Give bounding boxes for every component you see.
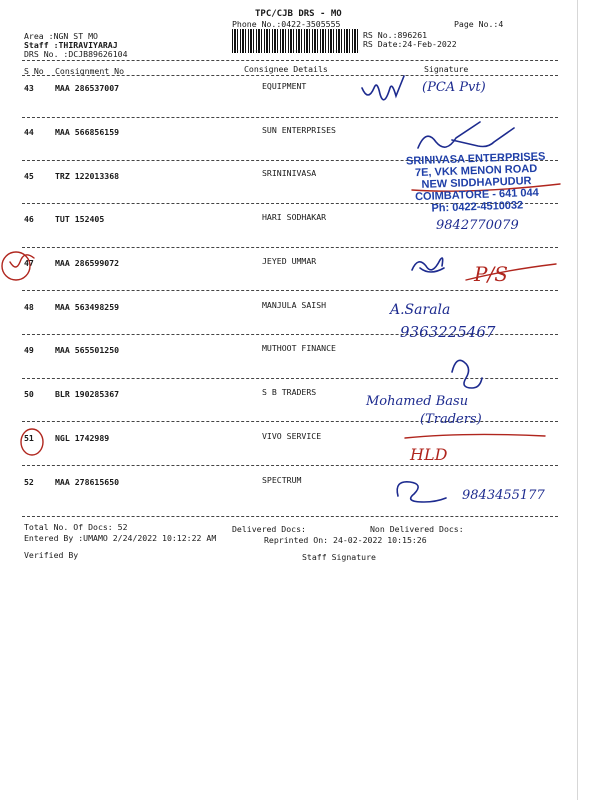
row-consignment: MAA 565501250 — [55, 345, 120, 355]
row-serial: 43 — [24, 83, 34, 93]
row-consignee: VIVO SERVICE — [262, 431, 322, 441]
row-consignee: S B TRADERS — [262, 387, 317, 397]
row-consignment: NGL 1742989 — [55, 433, 110, 443]
row-consignment: MAA 278615650 — [55, 477, 120, 487]
stamp-line: 7E, VKK MENON ROAD — [414, 162, 538, 180]
col-header-s-no: S No — [24, 66, 44, 76]
col-header-consignment: Consignment No — [55, 66, 125, 76]
drs-number: DRS No. :DCJB89626104 — [24, 49, 128, 59]
row-serial: 49 — [24, 345, 34, 355]
area-field: Area :NGN ST MO — [24, 31, 98, 41]
row-serial: 52 — [24, 477, 34, 487]
signature-43 — [362, 76, 404, 100]
row-consignee: SUN ENTERPRISES — [262, 125, 336, 135]
row-serial: 47 — [24, 258, 34, 268]
delivered-docs: Delivered Docs: — [232, 524, 306, 534]
entered-by: Entered By :UMAMO 2/24/2022 10:12:22 AM — [24, 533, 217, 543]
signature-52 — [397, 482, 446, 502]
row-consignment: MAA 566856159 — [55, 127, 120, 137]
signature-47 — [412, 258, 444, 272]
row-consignment: MAA 286537007 — [55, 83, 120, 93]
row-consignment: TRZ 122013368 — [55, 171, 120, 181]
handwritten-status: P/S — [474, 262, 508, 286]
handwritten-name: A.Sarala — [390, 302, 451, 318]
circle-mark-51 — [21, 429, 43, 455]
stamp-line: COIMBATORE - 641 044 — [414, 186, 539, 204]
staff-field: Staff :THIRAVIYARAJ — [24, 40, 118, 50]
row-consignment: BLR 190285367 — [55, 389, 120, 399]
signature-44 — [418, 122, 514, 148]
row-consignee: SRININIVASA — [262, 168, 317, 178]
row-consignment: MAA 563498259 — [55, 302, 120, 312]
row-serial: 51 — [24, 433, 34, 443]
stamp-line: Ph: 0422-4510032 — [431, 199, 524, 215]
row-consignee: SPECTRUM — [262, 475, 302, 485]
document-title: TPC/CJB DRS - MO — [255, 9, 342, 19]
row-consignee: EQUIPMENT — [262, 81, 307, 91]
handwritten-name: Mohamed Basu — [366, 394, 469, 409]
verified-by: Verified By — [24, 550, 79, 560]
row-consignee: MUTHOOT FINANCE — [262, 343, 336, 353]
handwritten-phone: 9842770079 — [436, 218, 519, 233]
rs-number: RS No.:896261 — [363, 30, 428, 40]
underline-51 — [405, 434, 545, 438]
row-serial: 44 — [24, 127, 34, 137]
row-consignee: MANJULA SAISH — [262, 300, 327, 310]
handwritten-phone: 9843455177 — [462, 488, 545, 503]
handwritten-note: (PCA Pvt) — [422, 80, 486, 95]
row-consignment: TUT 152405 — [55, 214, 105, 224]
total-docs: Total No. Of Docs: 52 — [24, 522, 128, 532]
col-header-consignee: Consignee Details — [244, 64, 328, 74]
handwritten-status: HLD — [410, 445, 448, 464]
phone-number: Phone No.:0422-3505555 — [232, 19, 341, 29]
stamp-line: SRINIVASA ENTERPRISES — [405, 150, 546, 168]
handwritten-name: (Traders) — [420, 412, 482, 427]
row-consignee: HARI SODHAKAR — [262, 212, 327, 222]
rs-date: RS Date:24-Feb-2022 — [363, 39, 457, 49]
row-consignment: MAA 286599072 — [55, 258, 120, 268]
staff-signature: Staff Signature — [302, 552, 376, 562]
company-stamp — [393, 150, 560, 216]
row-serial: 50 — [24, 389, 34, 399]
stamp-line: NEW SIDDHAPUDUR — [421, 175, 532, 191]
row-serial: 46 — [24, 214, 34, 224]
reprinted-on: Reprinted On: 24-02-2022 10:15:26 — [264, 535, 427, 545]
row-consignee: JEYED UMMAR — [262, 256, 317, 266]
row-serial: 45 — [24, 171, 34, 181]
non-delivered-docs: Non Delivered Docs: — [370, 524, 464, 534]
circle-mark-47 — [2, 252, 30, 280]
col-header-signature: Signature — [424, 64, 469, 74]
page-number: Page No.:4 — [454, 19, 504, 29]
signature-49 — [452, 360, 482, 388]
row-serial: 48 — [24, 302, 34, 312]
handwritten-phone: 9363225467 — [400, 323, 496, 341]
